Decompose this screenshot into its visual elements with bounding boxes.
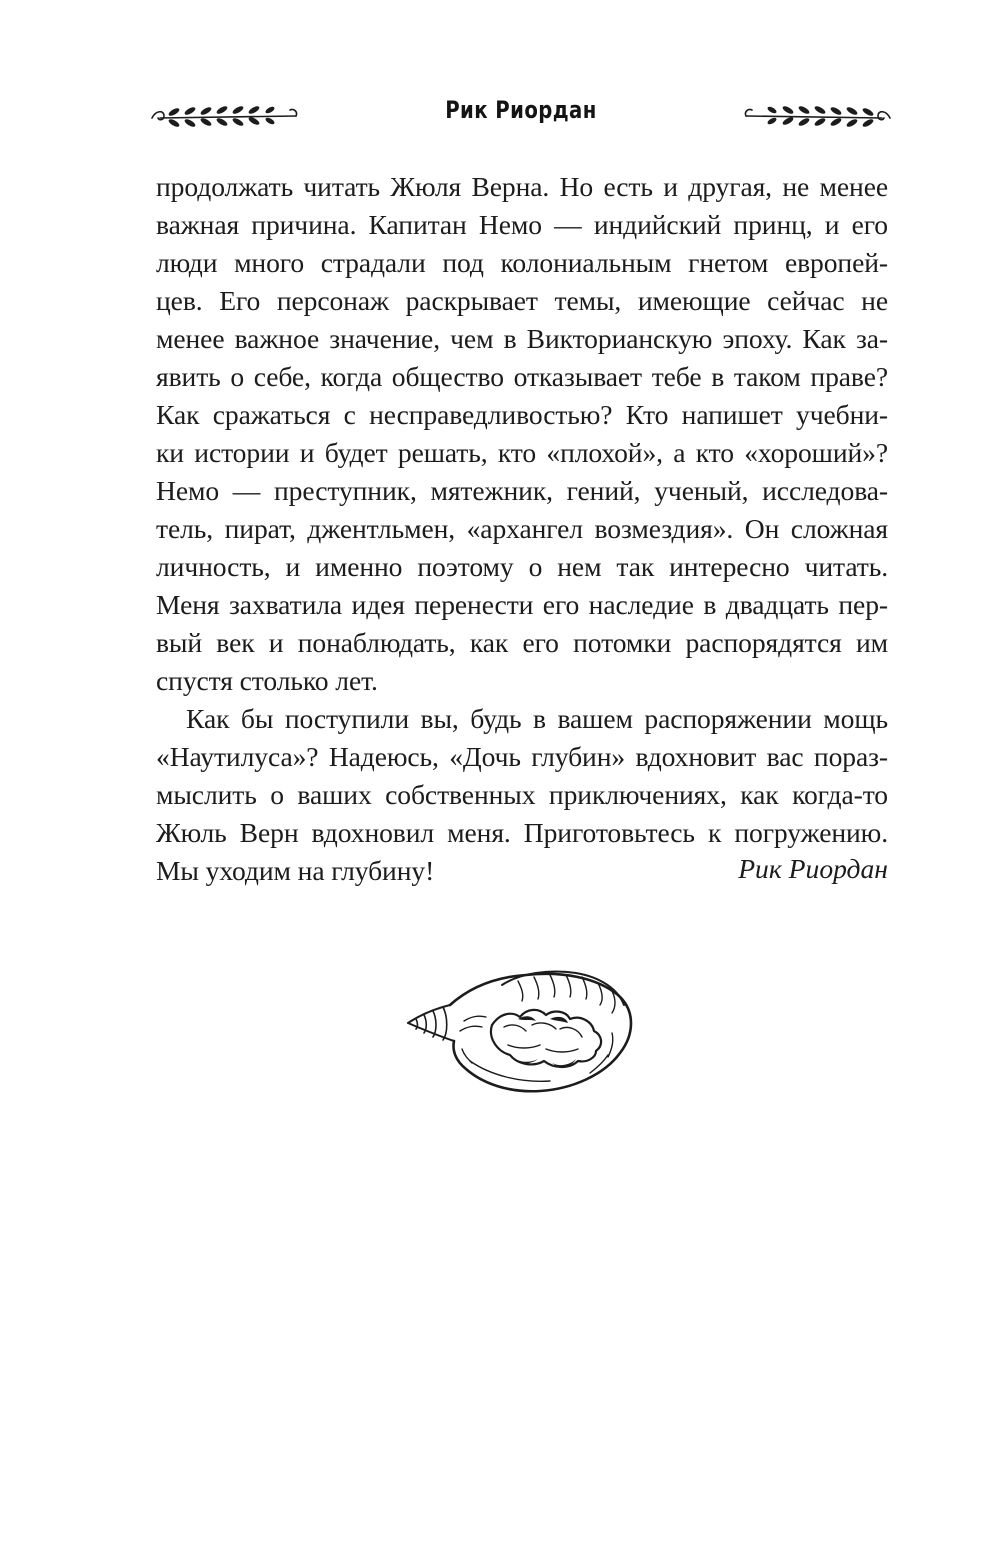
text-line: продолжать читать Жюля Верна. Но есть и другая, не менее	[156, 171, 888, 202]
running-head-title: Рик Риордан	[445, 96, 597, 124]
text-line: тель, пират, джентльмен, «архангел возмездия». Он сложная	[156, 513, 888, 544]
text-line: Как сражаться с несправедливостью? Кто напишет учебни-	[156, 399, 888, 430]
text-line: менее важное значение, чем в Викторианскую эпоху. Как за-	[156, 323, 888, 354]
seashell-icon	[400, 965, 640, 1097]
body-text	[156, 168, 888, 890]
paragraph-1	[156, 168, 888, 700]
author-signature: Рик Риордан	[738, 853, 888, 884]
text-line: цев. Его персонаж раскрывает темы, имеющие сейчас не	[156, 285, 888, 316]
text-line: «Наутилуса»? Надеюсь, «Дочь глубин» вдохновит вас пораз-	[156, 741, 888, 772]
text-line: Мы уходим на глубину!	[156, 855, 435, 886]
text-line: личность, и именно поэтому о нем так интересно читать.	[156, 551, 888, 582]
text-line: Немо — преступник, мятежник, гений, ученый, исследова-	[156, 475, 888, 506]
text-line: Меня захватила идея перенести его наследие в двадцать пер-	[156, 589, 888, 620]
text-line: явить о себе, когда общество отказывает тебе в таком праве?	[156, 361, 888, 392]
text-line: Жюль Верн вдохновил меня. Приготовьтесь к погружению.	[156, 817, 888, 848]
running-head	[150, 92, 892, 140]
text-line: вый век и понаблюдать, как его потомки распорядятся им	[156, 627, 888, 658]
text-line: люди много страдали под колониальным гнетом европей-	[156, 247, 888, 278]
text-line: ки истории и будет решать, кто «плохой», а кто «хороший»?	[156, 437, 888, 468]
text-line: спустя столько лет.	[156, 665, 378, 696]
text-line: мыслить о ваших собственных приключениях, как когда-то	[156, 779, 888, 810]
laurel-vine-icon	[742, 100, 892, 132]
text-line: Как бы поступили вы, будь в вашем распоряжении мощь	[186, 703, 888, 734]
text-line: важная причина. Капитан Немо — индийский принц, и его	[156, 209, 888, 240]
